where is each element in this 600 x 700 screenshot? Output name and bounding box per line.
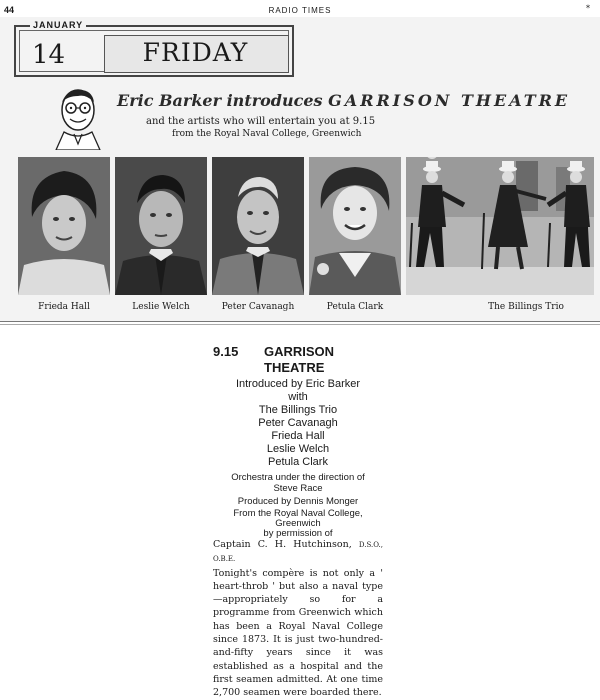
captain-honours: D.S.O., O.B.E. <box>213 541 383 564</box>
producer-line: Produced by Dennis Monger <box>237 496 359 507</box>
caricature-icon <box>50 86 106 150</box>
day-name: FRIDAY <box>142 38 249 67</box>
listing-description: Tonight's compère is not only a ' heart-throb ' but also a naval type—appropriately so for a programme from Greenwich which has been a Royal Naval College since 1873. It is just two-hundred-and-fifty years since it was established as a hospital and the first seamen admitted. At one time 2,700 seamen were boarded there. <box>213 567 383 699</box>
listing-time: 9.15 <box>213 344 239 359</box>
introduced-by: Introduced by Eric Barker <box>235 378 361 390</box>
headline-subline-1: and the artists who will entertain you at 9.15 <box>146 116 376 127</box>
listing-title-line-1: GARRISON <box>264 344 335 359</box>
headline-title: GARRISON THEATRE <box>328 91 571 110</box>
artist-line: Peter Cavanagh <box>258 417 338 429</box>
divider <box>0 321 600 322</box>
artist-line: Petula Clark <box>268 456 328 468</box>
venue-line-2: Greenwich <box>275 518 321 529</box>
headline-lead: Eric Barker introduces <box>117 91 329 110</box>
caption-frieda-hall: Frieda Hall <box>38 302 90 312</box>
caption-billings-trio: The Billings Trio <box>488 302 564 312</box>
listing-title-line-2: THEATRE <box>264 360 325 375</box>
orchestra-line-2: Steve Race <box>273 483 323 494</box>
corner-mark: * <box>586 4 590 13</box>
with-label: with <box>288 391 308 403</box>
venue-line-1: From the Royal Naval College, <box>233 508 363 519</box>
divider <box>0 324 600 325</box>
headline-subline-2: from the Royal Naval College, Greenwich <box>172 129 362 139</box>
caption-leslie-welch: Leslie Welch <box>132 302 190 312</box>
captain-name: Captain C. H. Hutchinson, <box>213 539 352 550</box>
artist-line: Leslie Welch <box>266 443 330 455</box>
month-label: JANUARY <box>30 20 86 30</box>
caption-petula-clark: Petula Clark <box>326 302 384 312</box>
day-number: 14 <box>32 40 66 70</box>
headline <box>117 91 570 110</box>
photo-petula-clark <box>309 157 401 295</box>
artist-line: The Billings Trio <box>258 404 338 416</box>
caption-peter-cavanagh: Peter Cavanagh <box>221 302 295 312</box>
photo-leslie-welch <box>115 157 207 295</box>
page-number: 44 <box>4 5 15 15</box>
photo-peter-cavanagh <box>212 157 304 295</box>
photo-frieda-hall <box>18 157 110 295</box>
photo-billings-trio <box>406 157 594 295</box>
artist-line: Frieda Hall <box>271 430 325 442</box>
permission-line: by permission of <box>263 528 333 539</box>
listing-body <box>213 538 383 700</box>
orchestra-line-1: Orchestra under the direction of <box>231 472 365 483</box>
magazine-name: RADIO TIMES <box>268 6 332 15</box>
listing-title <box>264 344 384 376</box>
